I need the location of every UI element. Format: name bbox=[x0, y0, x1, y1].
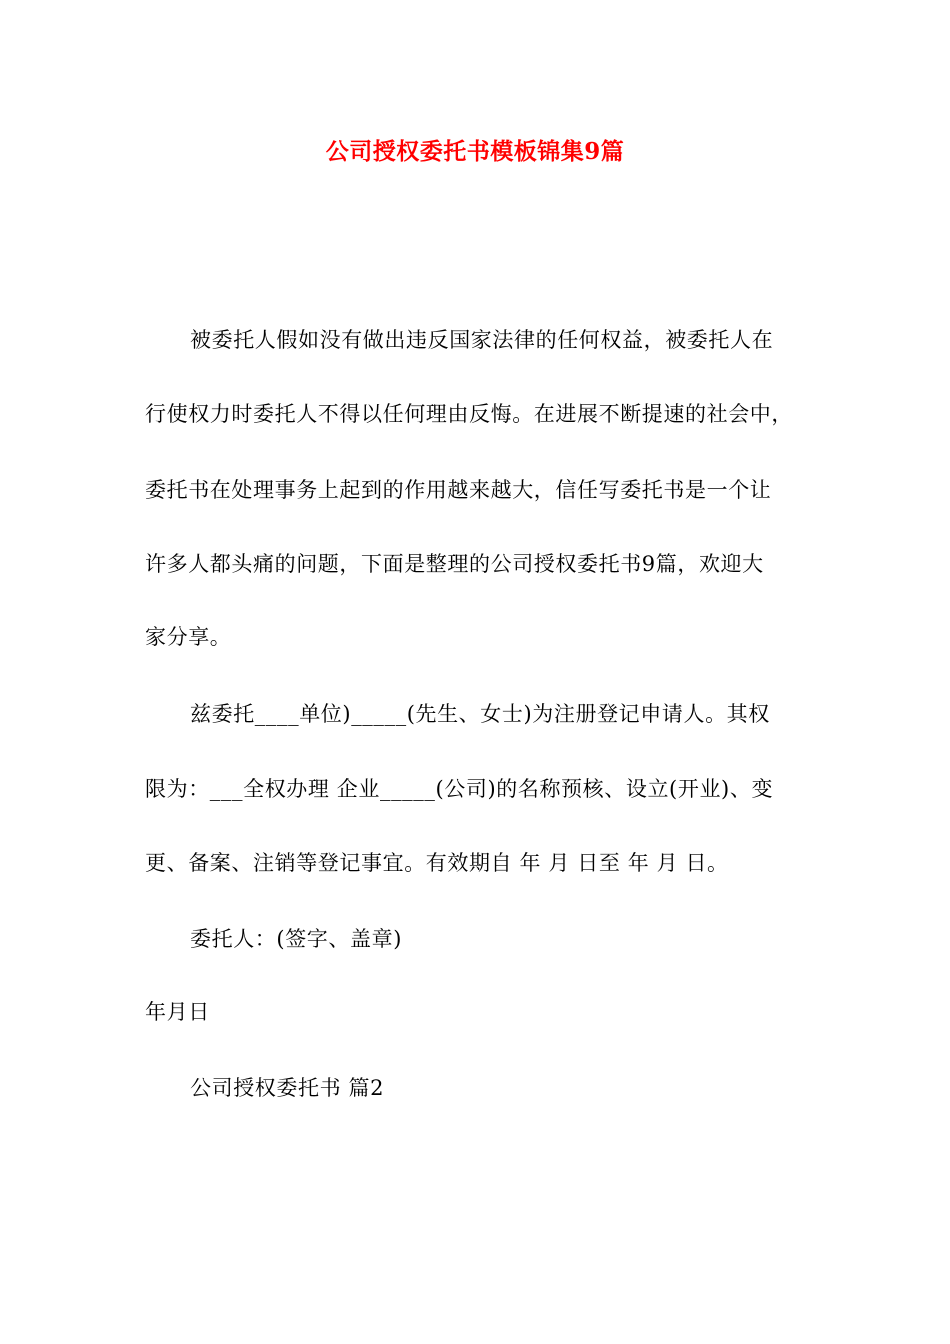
document-title: 公司授权委托书模板锦集9篇 bbox=[325, 138, 625, 165]
paragraph-1-line-3: 委托书在处理事务上起到的作用越来越大，信任写委托书是一个让 bbox=[145, 478, 772, 502]
paragraph-1-line-4: 许多人都头痛的问题，下面是整理的公司授权委托书9篇，欢迎大 bbox=[145, 552, 764, 576]
signature-line: 委托人：(签字、盖章) bbox=[190, 927, 402, 951]
paragraph-2-line-3: 更、备案、注销等登记事宜。有效期自 年 月 日至 年 月 日。 bbox=[145, 851, 729, 875]
paragraph-1-line-5: 家分享。 bbox=[145, 625, 232, 649]
paragraph-2-line-2: 限为：___全权办理 企业_____(公司)的名称预核、设立(开业)、变 bbox=[145, 777, 774, 801]
paragraph-1-line-1: 被委托人假如没有做出违反国家法律的任何权益，被委托人在 bbox=[190, 328, 774, 352]
date-line: 年月日 bbox=[145, 1000, 210, 1024]
section-heading-2: 公司授权委托书 篇2 bbox=[190, 1076, 385, 1100]
paragraph-2-line-1: 兹委托____单位)_____(先生、女士)为注册登记申请人。其权 bbox=[190, 702, 770, 726]
paragraph-1-line-2: 行使权力时委托人不得以任何理由反悔。在进展不断提速的社会中， bbox=[145, 402, 793, 426]
